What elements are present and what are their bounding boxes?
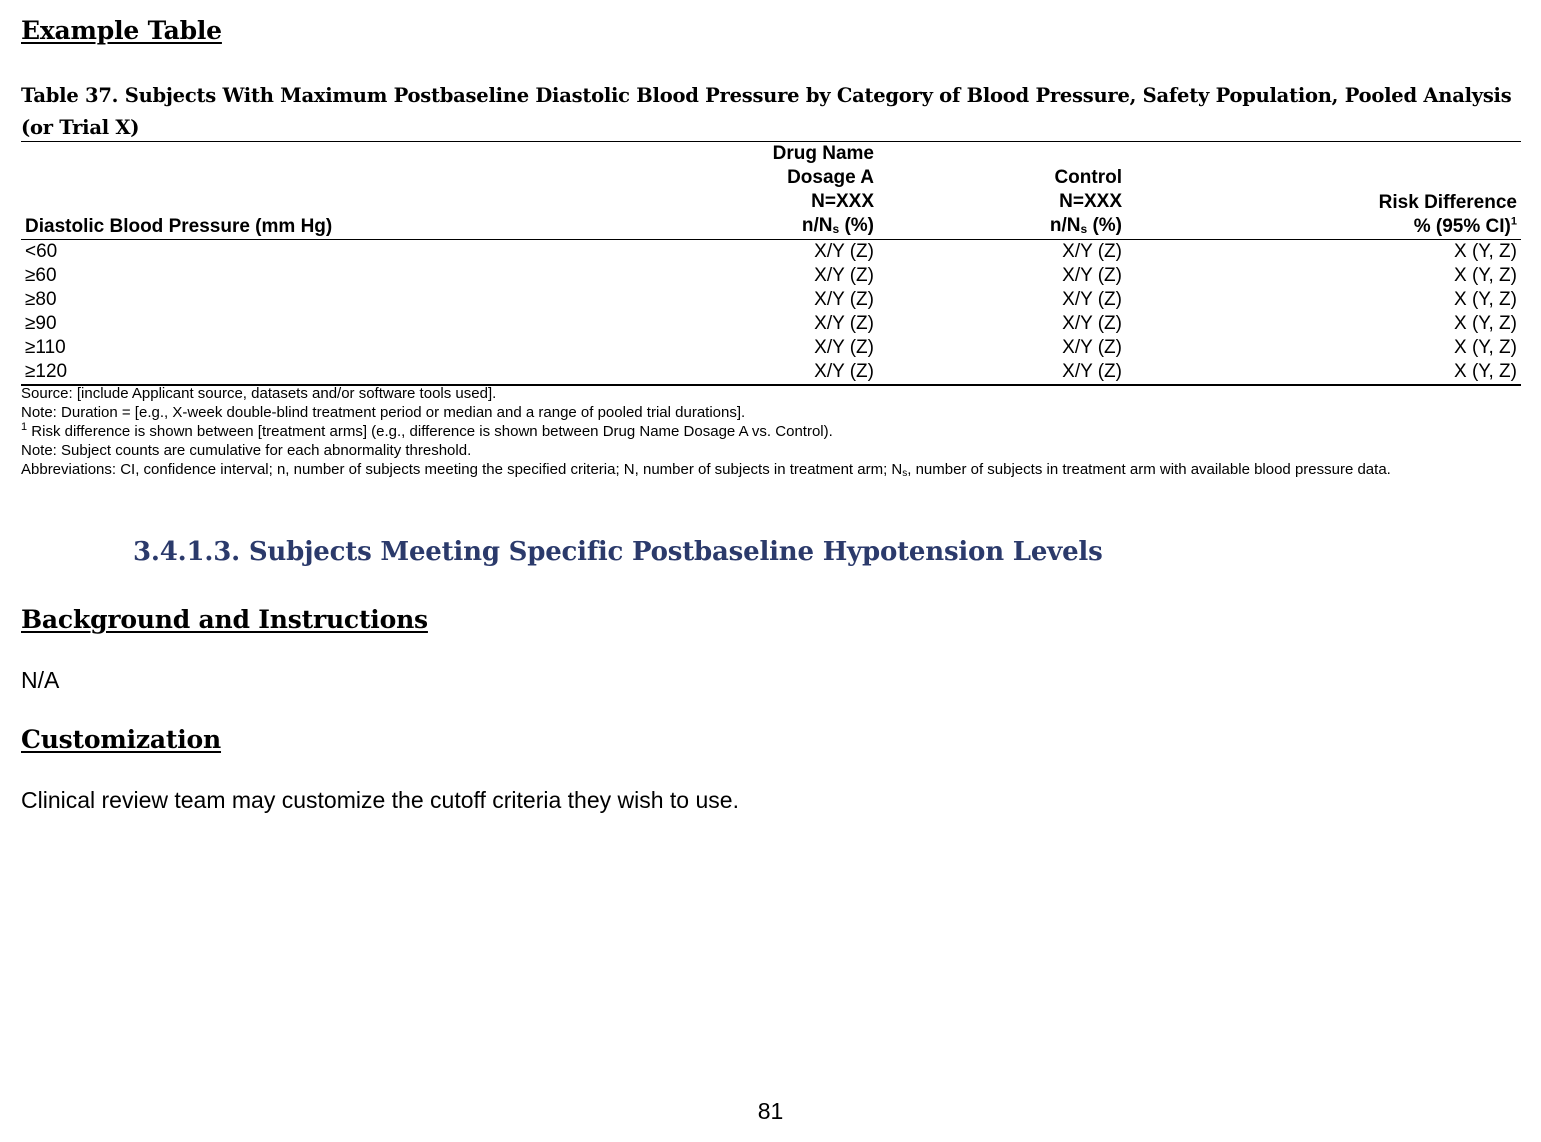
cell-control: X/Y (Z) (1062, 361, 1122, 382)
table-row (21, 312, 1521, 336)
header-control-line2: N=XXX (1059, 191, 1122, 212)
cell-risk: X (Y, Z) (1454, 289, 1517, 310)
cell-category: ≥110 (25, 337, 66, 358)
duration-note: Note: Duration = [e.g., X-week double-blind treatment period or median and a range of pooled trial durations]. (21, 404, 746, 421)
header-drug-line3: N=XXX (811, 191, 874, 212)
header-control-stat: $n/N_s$ (%) (1049, 215, 1122, 236)
table-row (21, 336, 1521, 360)
cell-drug: X/Y (Z) (814, 241, 874, 262)
abbreviations-note: Abbreviations: CI, confidence interval; n, number of subjects meeting the specified criteria; N, number of subjects in treatment arm; $N_s$, number of subjects in treatment arm with available blood pressure data. (21, 461, 1391, 479)
page-number: 81 (757, 1098, 784, 1124)
cell-drug: X/Y (Z) (814, 313, 874, 334)
cumulative-note: Note: Subject counts are cumulative for each abnormality threshold. (21, 442, 472, 459)
table-row (21, 288, 1521, 312)
cell-drug: X/Y (Z) (814, 265, 874, 286)
header-drug (729, 142, 878, 240)
header-category-label: Diastolic Blood Pressure (mm Hg) (25, 216, 333, 237)
customization-text: Clinical review team may customize the cutoff criteria they wish to use. (21, 787, 739, 813)
cell-category: ≥80 (25, 289, 57, 310)
table-header-row (21, 142, 1521, 240)
customization-heading: Customization (21, 725, 222, 754)
cell-category: ≥60 (25, 265, 57, 286)
header-risk-difference (1126, 142, 1521, 240)
header-drug-stat: $n/N_s$ (%) (801, 215, 874, 236)
table-body (21, 240, 1521, 386)
header-risk-line1: Risk Difference (1378, 192, 1517, 213)
header-category (21, 142, 729, 240)
cell-risk: X (Y, Z) (1454, 265, 1517, 286)
cell-risk: X (Y, Z) (1454, 361, 1517, 382)
cell-drug: X/Y (Z) (814, 289, 874, 310)
table-row (21, 360, 1521, 385)
cell-drug: X/Y (Z) (814, 337, 874, 358)
cell-control: X/Y (Z) (1062, 313, 1122, 334)
footnote-marker: 1 (21, 421, 28, 433)
table-row (21, 240, 1521, 265)
cell-risk: X (Y, Z) (1454, 313, 1517, 334)
cell-category: <60 (25, 241, 58, 262)
cell-category: ≥120 (25, 361, 68, 382)
cell-risk: X (Y, Z) (1454, 337, 1517, 358)
header-drug-line1: Drug Name (772, 143, 874, 164)
source-note: Source: [include Applicant source, datasets and/or software tools used]. (21, 385, 497, 402)
cell-category: ≥90 (25, 313, 57, 334)
risk-footnote (21, 422, 1521, 441)
example-table-heading: Example Table (21, 16, 222, 45)
section-heading: 3.4.1.3. Subjects Meeting Specific Postbaseline Hypotension Levels (133, 537, 1103, 567)
cell-control: X/Y (Z) (1062, 265, 1122, 286)
table-caption: Table 37. Subjects With Maximum Postbaseline Diastolic Blood Pressure by Category of Blood Pressure, Safety Population, Pooled Analysis (or Trial X) (21, 84, 1512, 139)
background-heading: Background and Instructions (21, 605, 428, 634)
cell-control: X/Y (Z) (1062, 337, 1122, 358)
cell-drug: X/Y (Z) (814, 361, 874, 382)
header-control-line1: Control (1054, 167, 1122, 188)
blood-pressure-table (21, 141, 1521, 386)
cell-control: X/Y (Z) (1062, 289, 1122, 310)
header-drug-line2: Dosage A (787, 167, 874, 188)
header-control (878, 142, 1126, 240)
background-text: N/A (21, 667, 60, 693)
footnote-text: Risk difference is shown between [treatment arms] (e.g., difference is shown between Drug Name Dosage A vs. Control). (27, 423, 833, 440)
cell-control: X/Y (Z) (1062, 241, 1122, 262)
cell-risk: X (Y, Z) (1454, 241, 1517, 262)
table-notes (21, 384, 1521, 481)
table-row (21, 264, 1521, 288)
header-risk-stat: % (95% CI)$^1$ (1413, 215, 1517, 237)
